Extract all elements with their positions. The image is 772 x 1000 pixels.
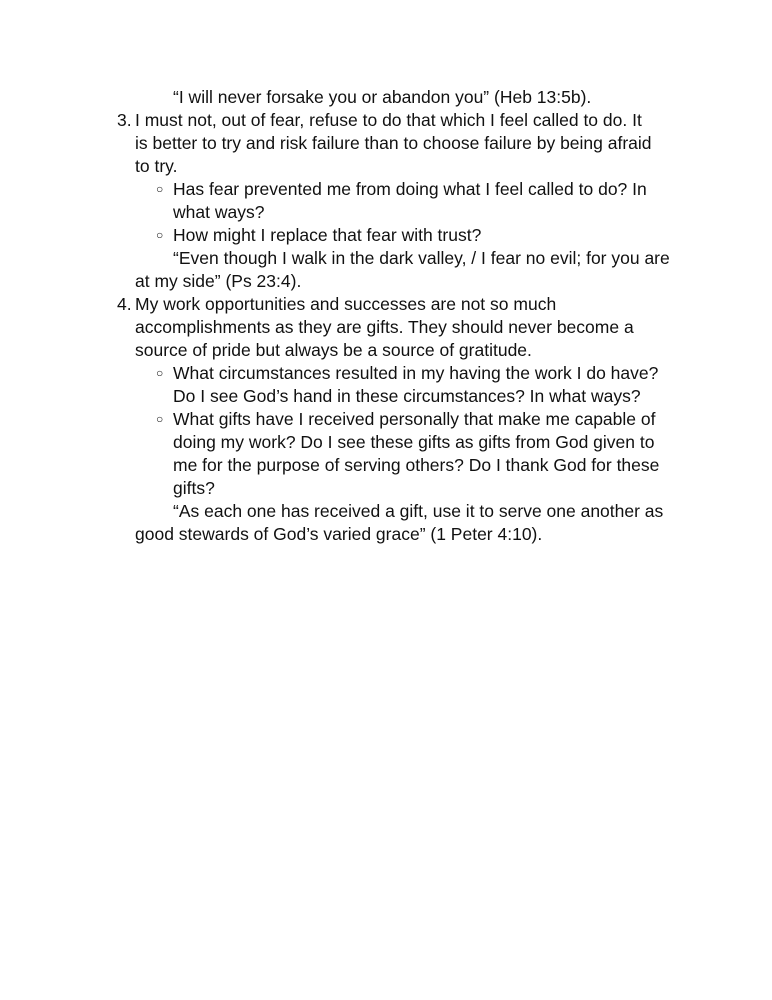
bullet-item [0, 224, 673, 247]
bullet-text: What gifts have I received personally that make me capable of doing my work? Do I see these gifts as gifts from God given to me for the purpose of serving others? Do I thank God for these gifts? [173, 409, 660, 498]
list-item-text: I must not, out of fear, refuse to do that which I feel called to do. It is better to try and risk failure than to choose failure by being afraid to try. [135, 110, 652, 176]
quote-peter: “As each one has received a gift, use it to serve one another as good stewards of God’s varied grace” (1 Peter 4:10). [135, 501, 664, 544]
quote-heb: “I will never forsake you or abandon you” (Heb 13:5b). [173, 87, 592, 107]
bullet-text: Has fear prevented me from doing what I feel called to do? In what ways? [173, 179, 647, 222]
circle-bullet-icon: ○ [156, 412, 164, 426]
bullet-item [0, 362, 673, 408]
circle-bullet-icon: ○ [156, 182, 164, 196]
list-item-3 [0, 109, 655, 178]
bullet-text: What circumstances resulted in my having the work I do have? Do I see God’s hand in these circumstances? In what ways? [173, 363, 659, 406]
bullet-item [0, 178, 673, 224]
document-body [0, 86, 772, 546]
circle-bullet-icon: ○ [156, 366, 164, 380]
list-item-4 [0, 293, 655, 362]
quote-ps: “Even though I walk in the dark valley, / I fear no evil; for you are at my side” (Ps 23:4). [135, 248, 670, 291]
list-item-text: My work opportunities and successes are not so much accomplishments as they are gifts. They should never become a source of pride but always be a source of gratitude. [135, 294, 634, 360]
bullet-item [0, 408, 673, 500]
list-number: 4. [117, 294, 132, 314]
bullet-text: How might I replace that fear with trust? [173, 225, 482, 245]
circle-bullet-icon: ○ [156, 228, 164, 242]
list-number: 3. [117, 110, 132, 130]
